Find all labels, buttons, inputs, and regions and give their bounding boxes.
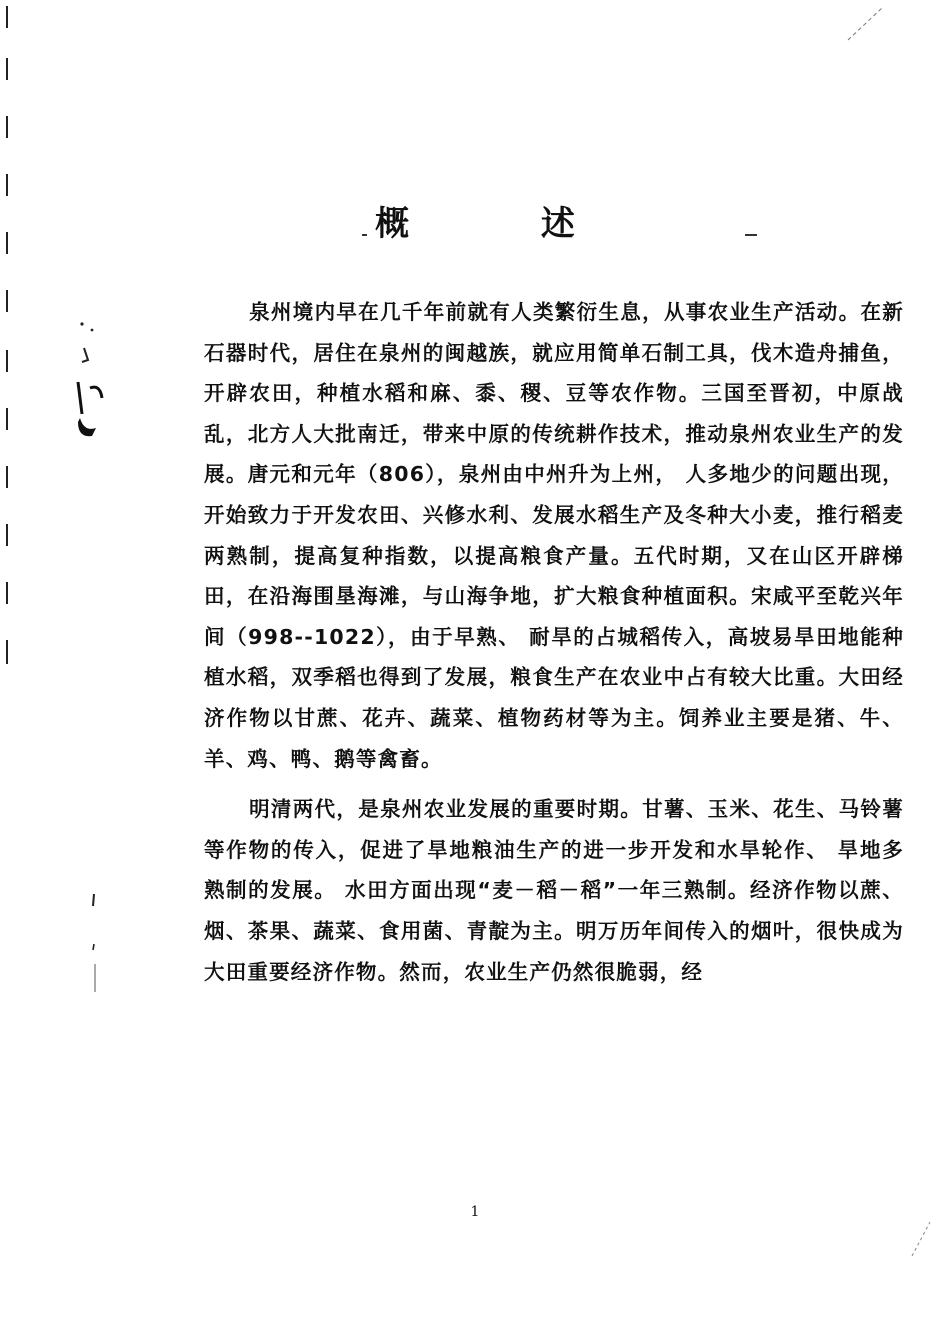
body-text — [204, 292, 904, 992]
scan-edge-mark — [6, 582, 8, 604]
page-title: 概 述 — [375, 204, 635, 244]
title-dash-right — [745, 234, 757, 236]
paragraph-2: 明清两代，是泉州农业发展的重要时期。甘薯、玉米、花生、马铃薯等作物的传入，促进了旱地粮油生产的进一步开发和水旱轮作、 旱地多熟制的发展。 水田方面出现“麦－稻－稻”一年三熟制。经济作物以蔗、烟、茶果、蔬菜、食用菌、青靛为主。明万历年间传入的烟叶，很快成为大田重要经济作物。然而，农业生产仍然很脆弱，经 — [204, 797, 904, 984]
scan-edge-mark — [6, 6, 8, 28]
title-dash-left — [362, 234, 367, 236]
scan-edge-mark — [6, 640, 8, 664]
scan-edge-mark — [6, 290, 8, 312]
scan-edge-mark — [6, 466, 8, 488]
scan-edge-mark — [6, 58, 8, 80]
scan-edge-mark — [6, 174, 8, 196]
scan-edge-mark — [6, 408, 8, 430]
margin-ink-mark — [846, 4, 886, 44]
paragraph-1: 泉州境内早在几千年前就有人类繁衍生息，从事农业生产活动。在新石器时代，居住在泉州的闽越族，就应用简单石制工具，伐木造舟捕鱼，开辟农田，种植水稻和麻、黍、稷、豆等农作物。三国至晋初，中原战乱，北方人大批南迁，带来中原的传统耕作技术，推动泉州农业生产的发展。唐元和元年（806），泉州由中州升为上州， 人多地少的问题出现，开始致力于开发农田、兴修水利、发展水稻生产及冬种大小麦，推行稻麦两熟制，提高复种指数，以提高粮食产量。五代时期，又在山区开辟梯田，在沿海围垦海滩，与山海争地，扩大粮食种植面积。宋咸平至乾兴年间（998--1022），由于早熟、 耐旱的占城稻传入，高坡易旱田地能种植水稻，双季稻也得到了发展，粮食生产在农业中占有较大比重。大田经济作物以甘蔗、花卉、蔬菜、植物药材等为主。饲养业主要是猪、牛、羊、鸡、鸭、鹅等禽畜。 — [204, 300, 904, 771]
page-number: 1 — [470, 1204, 480, 1220]
margin-ink-mark — [70, 318, 120, 448]
scan-edge-mark — [6, 116, 8, 138]
margin-ink-mark — [88, 892, 102, 1002]
margin-ink-mark — [910, 1218, 934, 1258]
scan-edge-mark — [6, 350, 8, 372]
scan-edge-mark — [6, 524, 8, 546]
